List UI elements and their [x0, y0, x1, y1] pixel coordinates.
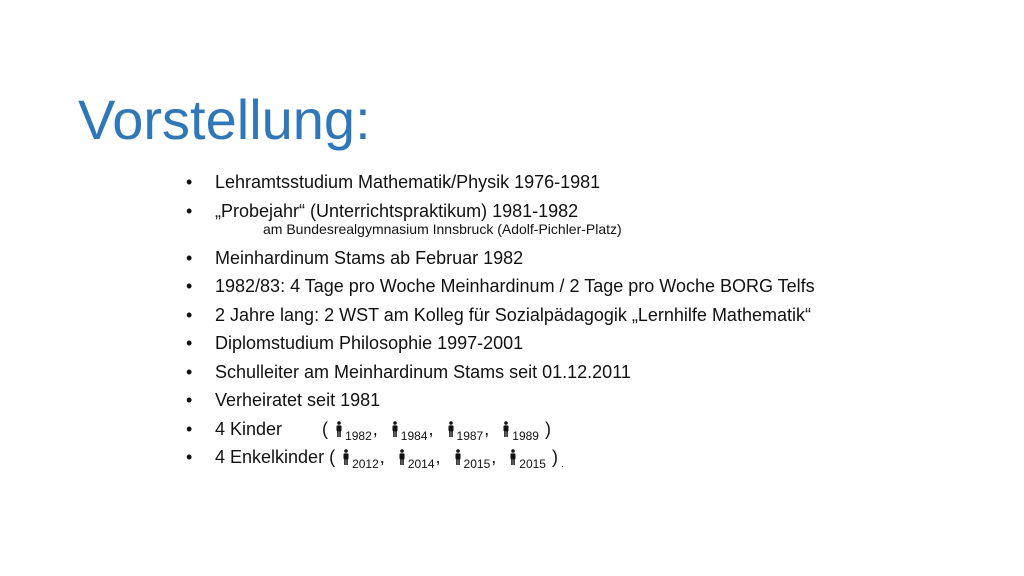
bullet-marker: •: [186, 200, 193, 221]
bullet-item: [186, 331, 1006, 360]
bullet-text: Meinhardinum Stams ab Februar 1982: [215, 247, 524, 268]
bullet-text: Schulleiter am Meinhardinum Stams seit 01.12.2011: [215, 361, 631, 382]
kinder-label: 4 Kinder: [215, 418, 283, 439]
slide-title: Vorstellung:: [78, 88, 371, 151]
kinder-year: 1989: [512, 428, 539, 443]
bullet-marker: •: [186, 390, 193, 410]
enkel-year: 2015: [519, 457, 546, 471]
bullet-list: [186, 170, 1006, 474]
kinder-year: 1987: [456, 428, 484, 443]
bullet-marker: •: [186, 172, 193, 192]
bullet-item: [186, 388, 1006, 417]
bullet-item: [186, 360, 1006, 389]
enkel-year: 2015: [463, 457, 491, 471]
bullet-marker: •: [186, 333, 193, 353]
enkel-year: 2012: [352, 457, 379, 471]
separator: ,: [484, 418, 490, 439]
bullet-item-enkel: [186, 445, 1006, 474]
bullet-marker: •: [186, 247, 193, 268]
kinder-year: 1984: [400, 428, 428, 443]
bullet-text: 2 Jahre lang: 2 WST am Kolleg für Sozialpädagogik „Lernhilfe Mathematik“: [215, 304, 811, 325]
kinder-open-paren: (: [322, 418, 329, 439]
kinder-close-paren: ): [544, 418, 551, 439]
person-icon: [454, 449, 462, 465]
bullet-marker: •: [186, 304, 193, 325]
person-icon: [447, 421, 455, 437]
bullet-item-kinder: [186, 417, 1006, 446]
bullet-marker: •: [186, 418, 193, 439]
separator: ,: [379, 447, 385, 467]
bullet-text: Lehramtsstudium Mathematik/Physik 1976-1981: [215, 172, 601, 192]
bullet-marker: •: [186, 276, 193, 296]
enkel-close-paren: ): [552, 447, 558, 467]
bullet-item: [186, 199, 1006, 246]
separator: ,: [372, 418, 378, 439]
bullet-text: „Probejahr“ (Unterrichtspraktikum) 1981-1982: [215, 200, 579, 221]
bullet-marker: •: [186, 361, 193, 382]
person-icon: [335, 421, 343, 437]
separator: ,: [435, 447, 441, 467]
bullet-text: Diplomstudium Philosophie 1997-2001: [215, 333, 524, 353]
separator: ,: [491, 447, 497, 467]
person-icon: [391, 421, 399, 437]
person-icon: [398, 449, 406, 465]
separator: ,: [428, 418, 434, 439]
bullet-item: [186, 246, 1006, 275]
person-icon: [342, 449, 350, 465]
bullet-text: 1982/83: 4 Tage pro Woche Meinhardinum / 2 Tage pro Woche BORG Telfs: [215, 276, 815, 296]
bullet-text: Verheiratet seit 1981: [215, 390, 381, 410]
bullet-item: [186, 274, 1006, 303]
person-icon: [502, 421, 510, 437]
bullet-item: [186, 303, 1006, 332]
kinder-year: 1982: [345, 428, 372, 443]
enkel-trailing-period: .: [561, 458, 565, 470]
person-icon: [509, 449, 517, 465]
enkel-label: 4 Enkelkinder (: [215, 447, 336, 467]
bullet-subtext: am Bundesrealgymnasium Innsbruck (Adolf-Pichler-Platz): [263, 220, 622, 237]
enkel-year: 2014: [407, 457, 435, 471]
bullet-marker: •: [186, 447, 193, 467]
bullet-item: [186, 170, 1006, 199]
